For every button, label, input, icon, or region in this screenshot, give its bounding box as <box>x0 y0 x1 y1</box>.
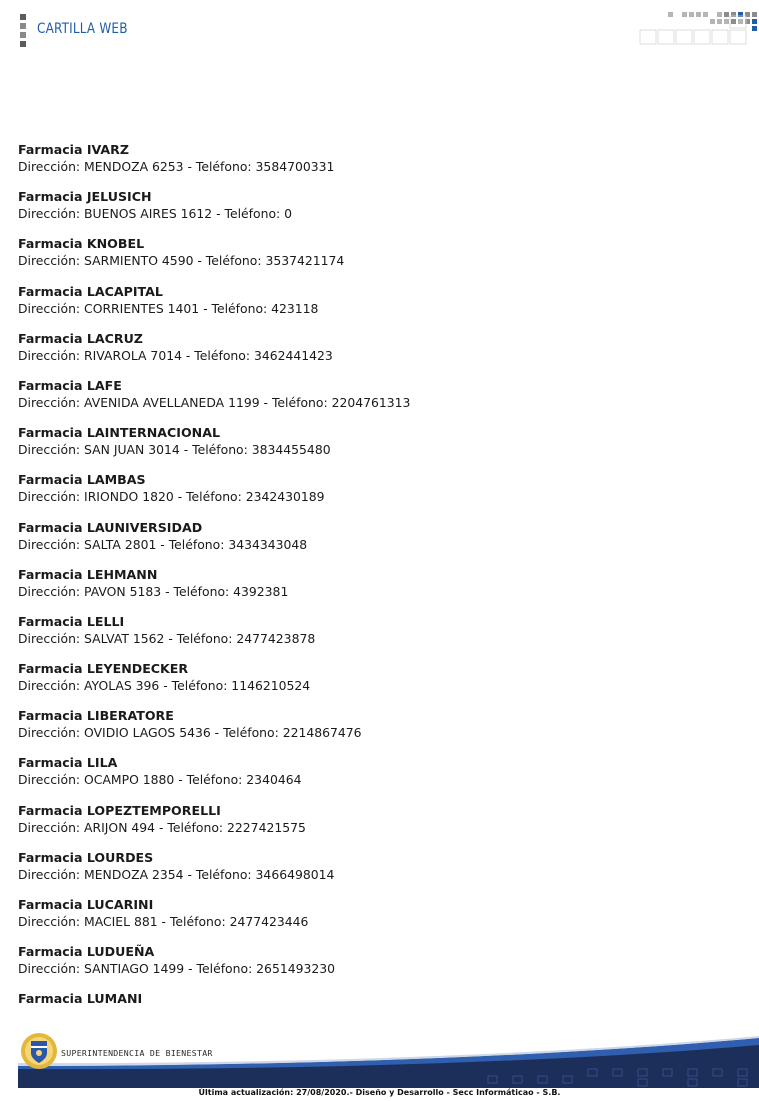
pharmacy-entry <box>18 425 738 472</box>
pharmacy-address-phone: Dirección: SANTIAGO 1499 - Teléfono: 2651493230 <box>18 961 336 977</box>
pharmacy-entry <box>18 991 738 1038</box>
pharmacy-entry <box>18 378 738 425</box>
pharmacy-entry <box>18 803 738 850</box>
pharmacy-name: Farmacia LUMANI <box>18 991 143 1007</box>
pharmacy-entry <box>18 284 738 331</box>
pharmacy-entry <box>18 472 738 519</box>
pharmacy-address-phone: Dirección: SALVAT 1562 - Teléfono: 2477423878 <box>18 630 316 646</box>
pharmacy-address-phone: Dirección: IRIONDO 1820 - Teléfono: 2342430189 <box>18 489 325 505</box>
footer-wave-decoration <box>18 1036 759 1088</box>
pharmacy-name: Farmacia LUCARINI <box>18 897 154 912</box>
pharmacy-entry <box>18 331 738 378</box>
pharmacy-address-phone: Dirección: AVENIDA AVELLANEDA 1199 - Teléfono: 2204761313 <box>18 394 411 410</box>
pharmacy-address-phone: Dirección: OVIDIO LAGOS 5436 - Teléfono: 2214867476 <box>18 725 362 741</box>
pharmacy-name: Farmacia LAINTERNACIONAL <box>18 425 220 441</box>
pharmacy-address-phone: Dirección: OCAMPO 1880 - Teléfono: 2340464 <box>18 772 302 788</box>
pharmacy-list <box>18 142 738 1039</box>
pharmacy-entry <box>18 850 738 897</box>
pharmacy-address-phone: Dirección: AYOLAS 396 - Teléfono: 1146210524 <box>18 678 311 694</box>
pharmacy-entry <box>18 189 738 236</box>
pharmacy-name: Farmacia LAFE <box>18 377 122 393</box>
pharmacy-entry <box>18 614 738 661</box>
pharmacy-address-phone: Dirección: BUENOS AIRES 1612 - Teléfono: 0 <box>18 206 293 222</box>
pharmacy-address-phone: Dirección: PAVON 5183 - Teléfono: 4392381 <box>18 583 289 599</box>
footer-last-update: Última actualización: 27/08/2020.- Diseño y Desarrollo - Secc Informáticao - S.B. <box>198 1088 561 1097</box>
pharmacy-entry <box>18 755 738 802</box>
pharmacy-address-phone: Dirección: MENDOZA 2354 - Teléfono: 3466498014 <box>18 866 335 882</box>
pharmacy-name: Farmacia LOPEZTEMPORELLI <box>18 802 221 818</box>
footer-organization: SUPERINTENDENCIA DE BIENESTAR <box>61 1048 213 1058</box>
pharmacy-name: Farmacia LAMBAS <box>18 472 146 488</box>
pharmacy-entry <box>18 520 738 567</box>
pharmacy-entry <box>18 897 738 944</box>
pharmacy-name: Farmacia JELUSICH <box>18 189 152 205</box>
pharmacy-name: Farmacia LEYENDECKER <box>18 661 189 677</box>
pharmacy-address-phone: Dirección: ARIJON 494 - Teléfono: 2227421575 <box>18 819 306 835</box>
pharmacy-name: Farmacia LUDUEÑA <box>18 944 155 960</box>
pharmacy-name: Farmacia KNOBEL <box>18 236 145 252</box>
pharmacy-name: Farmacia LELLI <box>18 613 125 629</box>
institution-seal-icon <box>20 1032 58 1070</box>
pharmacy-name: Farmacia LEHMANN <box>18 566 158 582</box>
pharmacy-name: Farmacia LIBERATORE <box>18 708 174 724</box>
pharmacy-entry <box>18 236 738 283</box>
header-bar-icon <box>20 14 26 47</box>
pharmacy-name: Farmacia LOURDES <box>18 849 154 865</box>
pharmacy-address-phone: Dirección: CORRIENTES 1401 - Teléfono: 423118 <box>18 300 319 316</box>
pharmacy-name: Farmacia IVARZ <box>18 142 130 157</box>
pharmacy-address-phone: Dirección: SALTA 2801 - Teléfono: 3434343048 <box>18 536 308 552</box>
pharmacy-entry <box>18 708 738 755</box>
pixel-grid-decoration-icon <box>638 12 759 46</box>
pharmacy-entry <box>18 944 738 991</box>
pharmacy-name: Farmacia LACAPITAL <box>18 283 163 299</box>
page-title: CARTILLA WEB <box>37 21 128 37</box>
pharmacy-address-phone: Dirección: RIVAROLA 7014 - Teléfono: 3462441423 <box>18 347 333 363</box>
pharmacy-address-phone: Dirección: SARMIENTO 4590 - Teléfono: 3537421174 <box>18 253 345 269</box>
pharmacy-address-phone: Dirección: MENDOZA 6253 - Teléfono: 3584700331 <box>18 159 335 174</box>
pharmacy-name: Farmacia LILA <box>18 755 118 771</box>
pharmacy-address-phone: Dirección: MACIEL 881 - Teléfono: 2477423446 <box>18 914 309 929</box>
pharmacy-entry <box>18 567 738 614</box>
pharmacy-address-phone: Dirección: SAN JUAN 3014 - Teléfono: 3834455480 <box>18 442 331 458</box>
pharmacy-name: Farmacia LACRUZ <box>18 330 143 346</box>
pharmacy-name: Farmacia LAUNIVERSIDAD <box>18 519 203 535</box>
pharmacy-entry <box>18 142 738 189</box>
pharmacy-entry <box>18 661 738 708</box>
